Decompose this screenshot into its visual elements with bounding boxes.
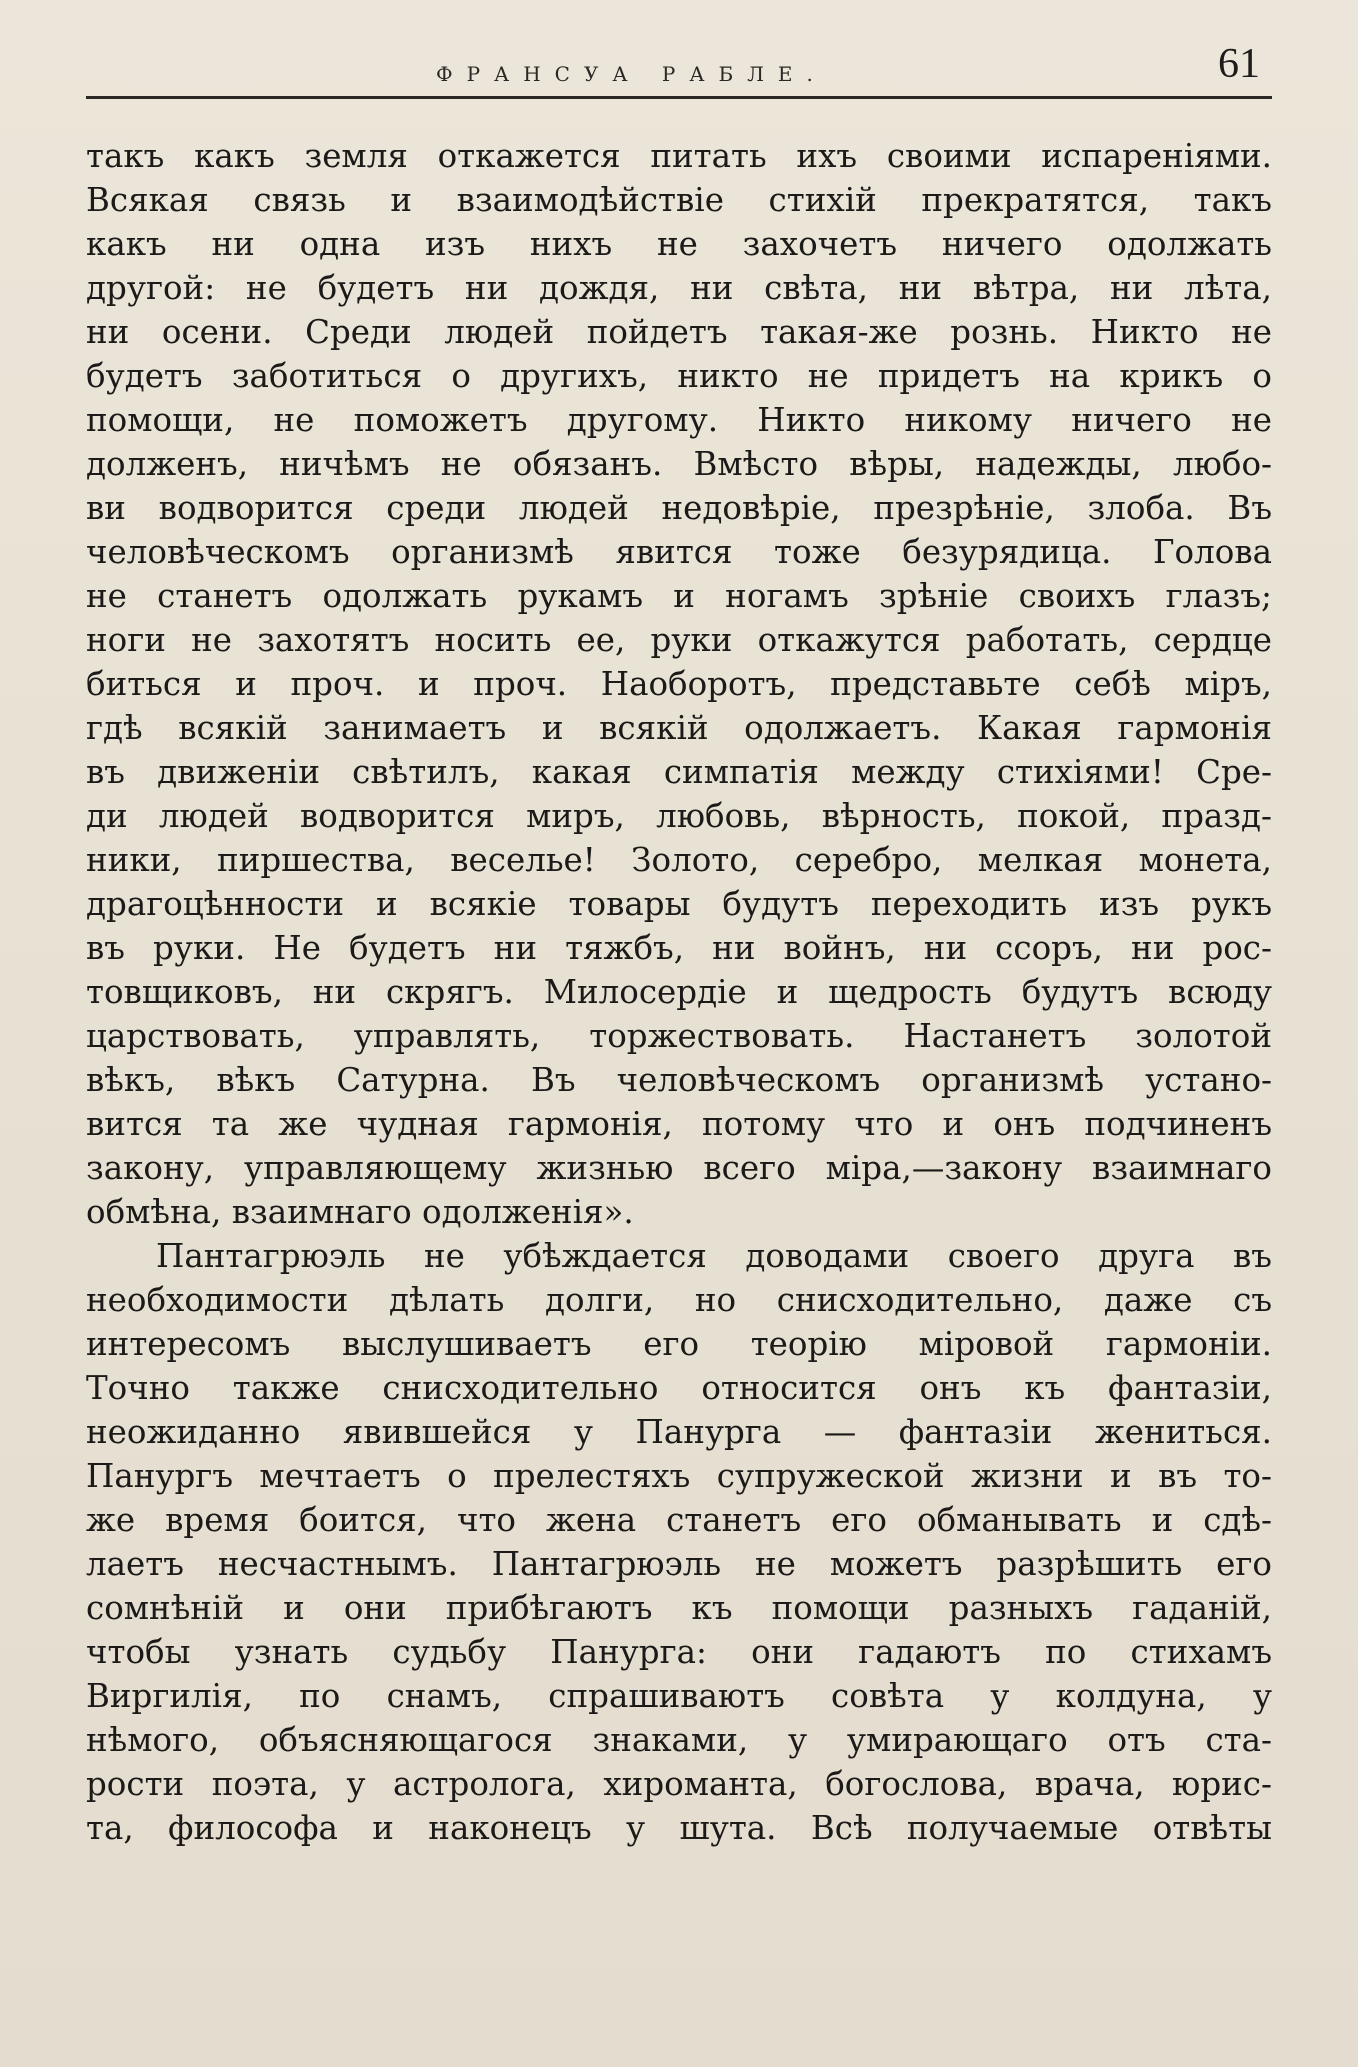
body-text bbox=[86, 134, 1272, 1850]
text-line: же время боится, что жена станетъ его обманывать и сдѣ- bbox=[86, 1501, 1272, 1539]
text-line: въ руки. Не будетъ ни тяжбъ, ни войнъ, ни ссоръ, ни рос- bbox=[86, 929, 1272, 967]
text-line: помощи, не поможетъ другому. Никто никому ничего не bbox=[86, 401, 1272, 439]
text-line: необходимости дѣлать долги, но снисходительно, даже съ bbox=[86, 1281, 1272, 1319]
text-line: та, философа и наконецъ у шута. Всѣ получаемые отвѣты bbox=[86, 1809, 1272, 1847]
header-rule bbox=[86, 96, 1272, 99]
text-line: ни осени. Среди людей пойдетъ такая-же рознь. Никто не bbox=[86, 313, 1272, 351]
text-line: драгоцѣнности и всякіе товары будутъ переходить изъ рукъ bbox=[86, 885, 1272, 923]
text-line: Точно также снисходительно относится онъ къ фантазіи, bbox=[86, 1369, 1272, 1407]
text-line: долженъ, ничѣмъ не обязанъ. Вмѣсто вѣры, надежды, любо- bbox=[86, 445, 1272, 483]
text-line: закону, управляющему жизнью всего міра,—закону взаимнаго bbox=[86, 1149, 1272, 1187]
text-line-paragraph-end: обмѣна, взаимнаго одолженія». bbox=[86, 1193, 634, 1231]
text-line: вится та же чудная гармонія, потому что и онъ подчиненъ bbox=[86, 1105, 1272, 1143]
text-line: будетъ заботиться о другихъ, никто не придетъ на крикъ о bbox=[86, 357, 1272, 395]
text-line: биться и проч. и проч. Наоборотъ, представьте себѣ міръ, bbox=[86, 665, 1272, 703]
text-line: товщиковъ, ни скрягъ. Милосердіе и щедрость будутъ всюду bbox=[86, 973, 1272, 1011]
page-number: 61 bbox=[1218, 41, 1260, 87]
text-line: рости поэта, у астролога, хироманта, богослова, врача, юрис- bbox=[86, 1765, 1272, 1803]
text-line: Панургъ мечтаетъ о прелестяхъ супружеской жизни и въ то- bbox=[86, 1457, 1272, 1495]
running-title: ФРАНСУА РАБЛЕ. bbox=[436, 62, 827, 86]
text-line: гдѣ всякій занимаетъ и всякій одолжаетъ. Какая гармонія bbox=[86, 709, 1272, 747]
text-line: вѣкъ, вѣкъ Сатурна. Въ человѣческомъ организмѣ устано- bbox=[86, 1061, 1272, 1099]
text-line: царствовать, управлять, торжествовать. Настанетъ золотой bbox=[86, 1017, 1272, 1055]
text-line: ноги не захотятъ носить ее, руки откажутся работать, сердце bbox=[86, 621, 1272, 659]
text-line: ники, пиршества, веселье! Золото, серебро, мелкая монета, bbox=[86, 841, 1272, 879]
text-line: человѣческомъ организмѣ явится тоже безурядица. Голова bbox=[86, 533, 1272, 571]
text-line: чтобы узнать судьбу Панурга: они гадаютъ по стихамъ bbox=[86, 1633, 1272, 1671]
text-line: не станетъ одолжать рукамъ и ногамъ зрѣніе своихъ глазъ; bbox=[86, 577, 1272, 615]
text-line: сомнѣній и они прибѣгаютъ къ помощи разныхъ гаданій, bbox=[86, 1589, 1272, 1627]
text-line: другой: не будетъ ни дождя, ни свѣта, ни вѣтра, ни лѣта, bbox=[86, 269, 1272, 307]
text-line: интересомъ выслушиваетъ его теорію міровой гармоніи. bbox=[86, 1325, 1272, 1363]
text-line: нѣмого, объясняющагося знаками, у умирающаго отъ ста- bbox=[86, 1721, 1272, 1759]
text-line: ди людей водворится миръ, любовь, вѣрность, покой, празд- bbox=[86, 797, 1272, 835]
text-line: какъ ни одна изъ нихъ не захочетъ ничего одолжать bbox=[86, 225, 1272, 263]
text-line: Всякая связь и взаимодѣйствіе стихій прекратятся, такъ bbox=[86, 181, 1272, 219]
text-line: такъ какъ земля откажется питать ихъ своими испареніями. bbox=[86, 137, 1272, 175]
text-line-paragraph-start: Пантагрюэль не убѣждается доводами своего друга въ bbox=[156, 1237, 1272, 1275]
text-line: въ движеніи свѣтилъ, какая симпатія между стихіями! Сре- bbox=[86, 753, 1272, 791]
text-line: лаетъ несчастнымъ. Пантагрюэль не можетъ разрѣшить его bbox=[86, 1545, 1272, 1583]
page-header bbox=[86, 36, 1272, 102]
text-line: неожиданно явившейся у Панурга — фантазіи жениться. bbox=[86, 1413, 1272, 1451]
text-line: ви водворится среди людей недовѣріе, презрѣніе, злоба. Въ bbox=[86, 489, 1272, 527]
text-line: Виргилія, по снамъ, спрашиваютъ совѣта у колдуна, у bbox=[86, 1677, 1272, 1715]
